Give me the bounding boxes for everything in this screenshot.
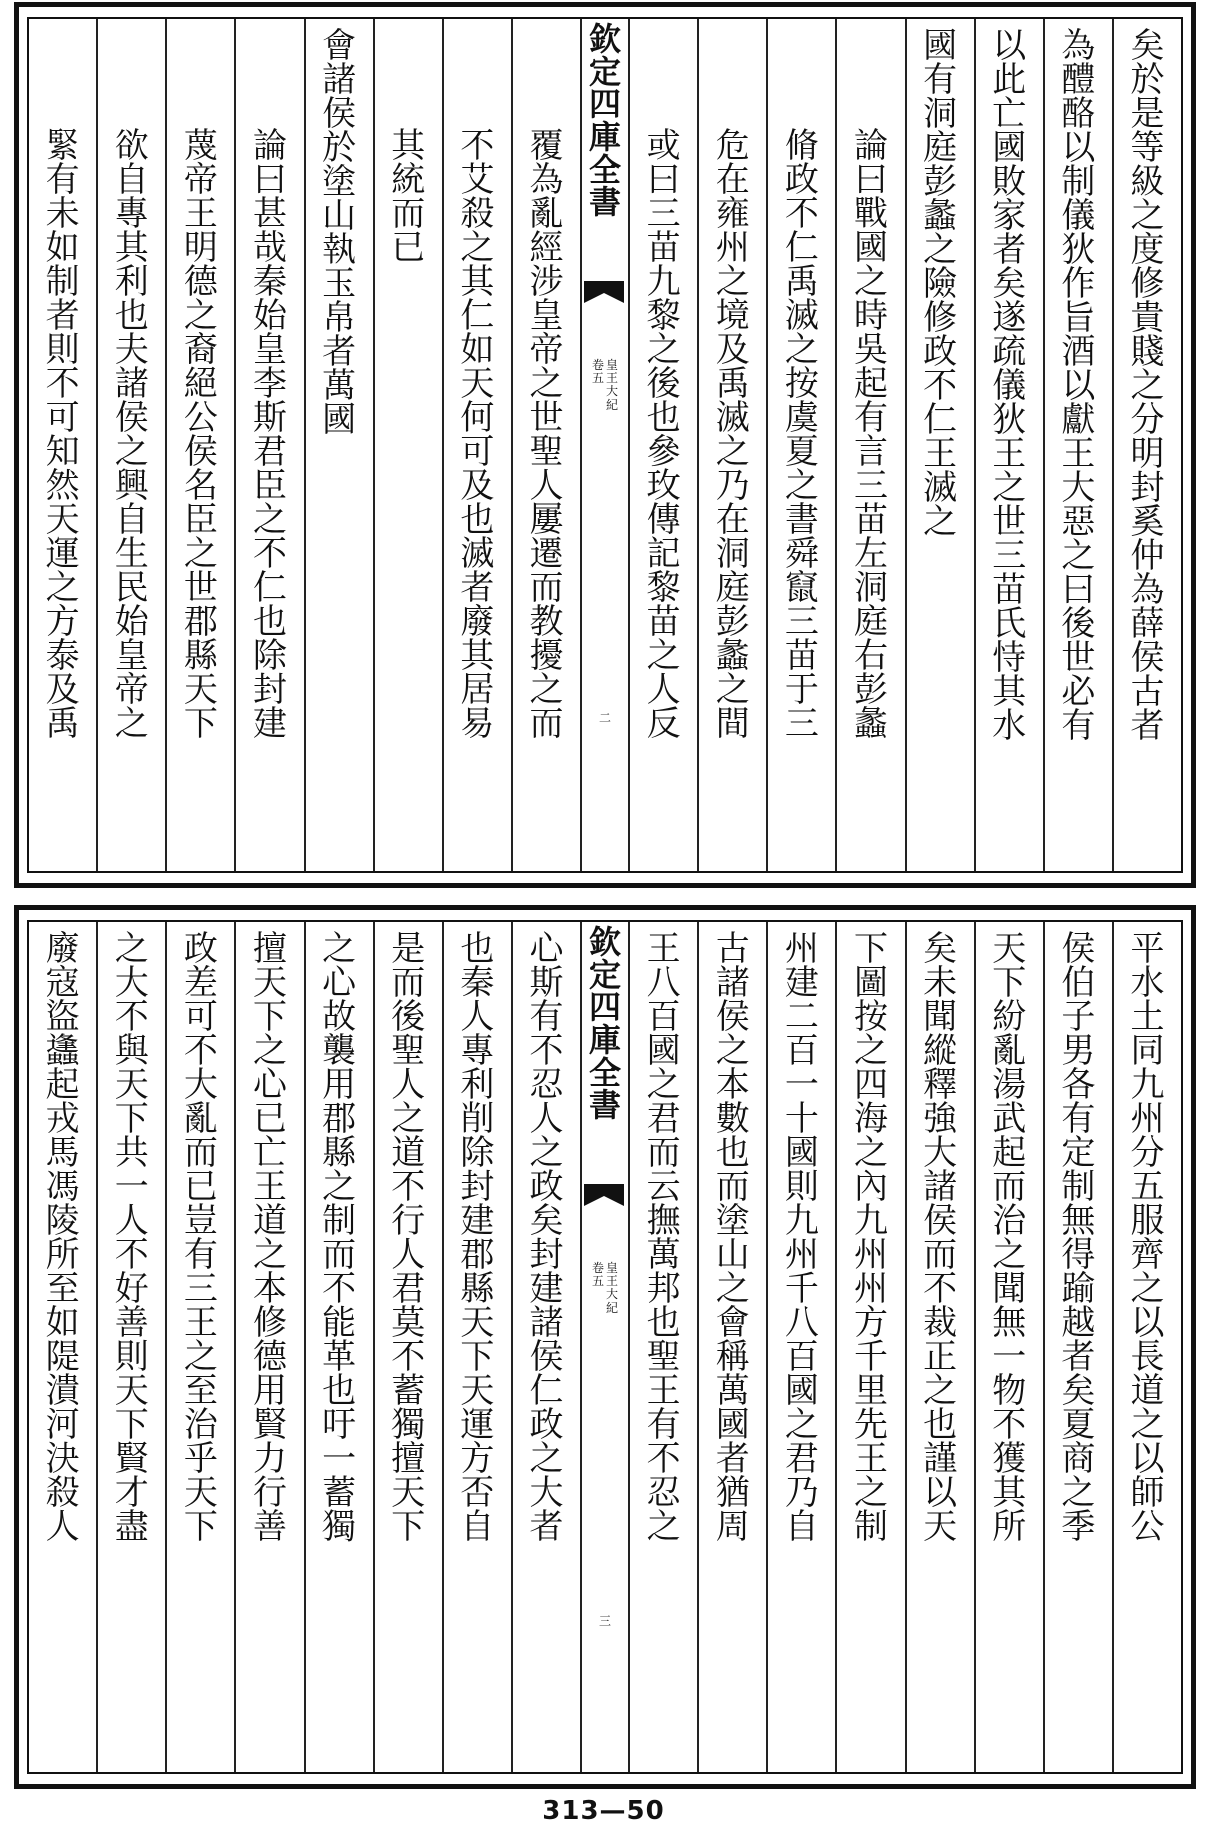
column-text: 政 差 可 不 大 亂 而 已 豈 有 三 王 之 至 治 乎 天 下	[183, 929, 218, 1547]
volume-info	[582, 1262, 628, 1315]
column-text: 論 曰 甚 哉 秦 始 皇 李 斯 君 臣 之 不 仁 也 除 封 建	[252, 126, 287, 744]
column-text: 緊 有 未 如 制 者 則 不 可 知 然 天 運 之 方 泰 及 禹	[45, 126, 80, 744]
top_panel-text-column	[165, 19, 234, 871]
bottom_panel-text-column	[165, 922, 234, 1772]
book-subtitle: 皇 王 大 紀	[606, 358, 619, 412]
bottom_panel-text-column	[628, 922, 697, 1772]
column-text: 之 心 故 襲 用 郡 縣 之 制 而 不 能 革 也 吁 一 蓄 獨	[322, 929, 357, 1547]
column-text: 擅 天 下 之 心 已 亡 王 道 之 本 修 德 用 賢 力 行 善	[252, 929, 287, 1547]
folio-number: 二	[598, 711, 611, 725]
bottom_panel-text-column	[697, 922, 766, 1772]
column-text: 欲 自 專 其 利 也 夫 諸 侯 之 興 自 生 民 始 皇 帝 之	[114, 126, 149, 744]
column-text: 不 艾 殺 之 其 仁 如 天 何 可 及 也 滅 者 廢 其 居 易	[460, 126, 495, 744]
top_panel-text-column	[905, 19, 974, 871]
column-text: 或 曰 三 苗 九 黎 之 後 也 參 玫 傳 記 黎 苗 之 人 反	[646, 126, 681, 744]
bottom_panel-text-column	[29, 922, 96, 1772]
page-footer-number: 313—50	[542, 1796, 665, 1826]
bottom_panel-text-column	[96, 922, 165, 1772]
column-text: 矣 未 聞 縱 釋 強 大 諸 侯 而 不 裁 正 之 也 謹 以 天	[923, 929, 958, 1547]
top_panel-text-column	[304, 19, 373, 871]
column-text: 是 而 後 聖 人 之 道 不 行 人 君 莫 不 蓄 獨 擅 天 下	[391, 929, 426, 1547]
bottom_panel-text-column	[905, 922, 974, 1772]
bottom_panel-text-column	[766, 922, 835, 1772]
bottom-page-text-frame	[27, 920, 1183, 1774]
column-text: 會 諸 侯 於 塗 山 執 玉 帛 者 萬 國	[322, 26, 357, 440]
folio-number: 三	[598, 1614, 611, 1628]
bottom_panel-text-column	[442, 922, 511, 1772]
top_panel-text-column	[628, 19, 697, 871]
top_panel-text-column	[29, 19, 96, 871]
volume-number: 卷 五	[591, 358, 604, 386]
column-text: 古 諸 侯 之 本 數 也 而 塗 山 之 會 稱 萬 國 者 猶 周	[715, 929, 750, 1547]
column-text: 州 建 二 百 一 十 國 則 九 州 千 八 百 國 之 君 乃 自	[784, 929, 819, 1547]
center-fold-margin	[580, 922, 628, 1772]
column-text: 王 八 百 國 之 君 而 云 撫 萬 邦 也 聖 王 有 不 忍 之	[646, 929, 681, 1547]
top_panel-text-column	[766, 19, 835, 871]
bottom-page-panel	[14, 905, 1196, 1789]
bottom_panel-text-column	[974, 922, 1043, 1772]
top_panel-text-column	[442, 19, 511, 871]
column-text: 也 秦 人 專 利 削 除 封 建 郡 縣 天 下 天 運 方 否 自	[460, 929, 495, 1547]
column-text: 蔑 帝 王 明 德 之 裔 絕 公 侯 名 臣 之 世 郡 縣 天 下	[183, 126, 218, 744]
column-text: 國 有 洞 庭 彭 蠡 之 險 修 政 不 仁 王 滅 之	[923, 26, 958, 542]
column-text: 矣 於 是 等 級 之 度 修 貴 賤 之 分 明 封 奚 仲 為 薛 侯 古 者	[1130, 26, 1165, 746]
bottom_panel-text-column	[373, 922, 442, 1772]
top_panel-text-column	[234, 19, 303, 871]
bottom_panel-text-column	[304, 922, 373, 1772]
fish-tail-mark-icon	[584, 1184, 624, 1214]
bottom_panel-text-column	[511, 922, 580, 1772]
top_panel-text-column	[835, 19, 904, 871]
top_panel-text-column	[1112, 19, 1181, 871]
bottom_panel-text-column	[1043, 922, 1112, 1772]
fish-tail-mark-icon	[584, 281, 624, 311]
bottom_panel-text-column	[1112, 922, 1181, 1772]
top_panel-text-column	[511, 19, 580, 871]
column-text: 侯 伯 子 男 各 有 定 制 無 得 踰 越 者 矣 夏 商 之 季	[1061, 929, 1096, 1547]
volume-info	[582, 359, 628, 412]
column-text: 危 在 雍 州 之 境 及 禹 滅 之 乃 在 洞 庭 彭 蠡 之 間	[715, 126, 750, 744]
book-title-label: 欽 定 四 庫 全 書	[588, 923, 621, 1125]
column-text: 廢 寇 盜 蠭 起 戎 馬 馮 陵 所 至 如 隄 潰 河 決 殺 人	[45, 929, 80, 1547]
column-text: 以 此 亡 國 敗 家 者 矣 遂 疏 儀 狄 王 之 世 三 苗 氏 恃 其 水	[992, 26, 1027, 746]
column-text: 其 統 而 已	[391, 126, 426, 268]
column-text: 平 水 土 同 九 州 分 五 服 齊 之 以 長 道 之 以 師 公	[1130, 929, 1165, 1547]
top_panel-text-column	[373, 19, 442, 871]
column-text: 天 下 紛 亂 湯 武 起 而 治 之 聞 無 一 物 不 獲 其 所	[992, 929, 1027, 1547]
column-text: 論 曰 戰 國 之 時 吳 起 有 言 三 苗 左 洞 庭 右 彭 蠡	[853, 126, 888, 744]
column-text: 覆 為 亂 經 涉 皇 帝 之 世 聖 人 屢 遷 而 教 擾 之 而	[529, 126, 564, 744]
book-title-label: 欽 定 四 庫 全 書	[588, 20, 621, 222]
book-subtitle: 皇 王 大 紀	[606, 1261, 619, 1315]
volume-number: 卷 五	[591, 1261, 604, 1289]
center-fold-margin	[580, 19, 628, 871]
top_panel-text-column	[1043, 19, 1112, 871]
column-text: 下 圖 按 之 四 海 之 內 九 州 州 方 千 里 先 王 之 制	[853, 929, 888, 1547]
top-page-panel	[14, 2, 1196, 888]
top-page-text-frame	[27, 17, 1183, 873]
column-text: 之 大 不 與 天 下 共 一 人 不 好 善 則 天 下 賢 才 盡	[114, 929, 149, 1547]
bottom_panel-text-column	[234, 922, 303, 1772]
column-text: 脩 政 不 仁 禹 滅 之 按 虞 夏 之 書 舜 竄 三 苗 于 三	[784, 126, 819, 744]
top_panel-text-column	[96, 19, 165, 871]
top_panel-text-column	[974, 19, 1043, 871]
column-text: 為 醴 酪 以 制 儀 狄 作 旨 酒 以 獻 王 大 惡 之 曰 後 世 必 有	[1061, 26, 1096, 746]
bottom_panel-text-column	[835, 922, 904, 1772]
column-text: 心 斯 有 不 忍 人 之 政 矣 封 建 諸 侯 仁 政 之 大 者	[529, 929, 564, 1547]
top_panel-text-column	[697, 19, 766, 871]
